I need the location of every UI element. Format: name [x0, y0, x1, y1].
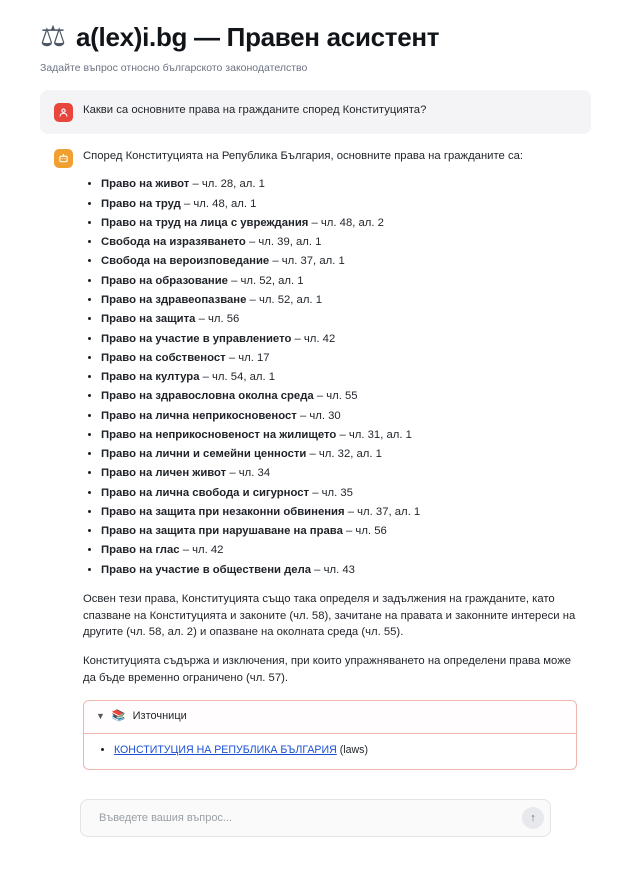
- sources-toggle[interactable]: [84, 701, 576, 734]
- list-item: • Право на лична свобода и сигурност – чл. 35: [101, 486, 577, 501]
- list-item: • Право на защита при нарушаване на права – чл. 56: [101, 524, 577, 539]
- list-item: • Свобода на вероизповедание – чл. 37, ал. 1: [101, 254, 577, 269]
- list-item: • Право на участие в управлението – чл. 42: [101, 332, 577, 347]
- list-item: • Право на неприкосновеност на жилището – чл. 31, ал. 1: [101, 428, 577, 443]
- header: [40, 0, 591, 74]
- assistant-message: [40, 148, 591, 770]
- chevron-down-icon[interactable]: ▼: [96, 710, 105, 721]
- list-item: • Право на здравеопазване – чл. 52, ал. 1: [101, 293, 577, 308]
- assistant-paragraph-2: Конституцията съдържа и изключения, при които упражняването на определени права може да бъде временно ограничено (чл. 57).: [83, 655, 572, 684]
- list-item: • Право на собственост – чл. 17: [101, 351, 577, 366]
- assistant-paragraph-1: Освен тези права, Конституцията също така определя и задължения на гражданите, като спазване на Конституцията и законите (чл. 58), зачитане на правата и законните интереси на другите (чл. 58, ал. 2) и опазване на околната среда (чл. 55).: [83, 593, 576, 639]
- conversation: [40, 90, 591, 770]
- list-item: • Право на лични и семейни ценности – чл. 32, ал. 1: [101, 447, 577, 462]
- list-item: • Право на образование – чл. 52, ал. 1: [101, 274, 577, 289]
- list-item: • Право на защита при незаконни обвинения – чл. 37, ал. 1: [101, 505, 577, 520]
- user-avatar-icon: [54, 103, 73, 122]
- user-message: [40, 90, 591, 134]
- list-item: • Право на култура – чл. 54, ал. 1: [101, 370, 577, 385]
- assistant-message-body: [83, 148, 577, 770]
- sources-label: Източници: [132, 710, 187, 723]
- user-message-text: Какви са основните права на гражданите според Конституцията?: [83, 104, 427, 116]
- list-item: • Право на личен живот – чл. 34: [101, 466, 577, 481]
- page-subtitle: Задайте въпрос относно българското законодателство: [40, 62, 308, 74]
- page-title: a(lex)i.bg — Правен асистент: [76, 22, 440, 52]
- title-row: [40, 22, 591, 53]
- list-item: [114, 743, 564, 758]
- list-item: • Право на защита – чл. 56: [101, 312, 577, 327]
- composer[interactable]: [80, 799, 551, 837]
- assistant-intro: Според Конституцията на Република България, основните права на гражданите са:: [83, 150, 524, 162]
- source-kind: (laws): [339, 744, 368, 757]
- scales-of-justice-icon: ⚖: [40, 21, 66, 53]
- assistant-avatar-icon: [54, 149, 73, 168]
- list-item: • Право на лична неприкосновеност – чл. 30: [101, 409, 577, 424]
- list-item: • Право на труд – чл. 48, ал. 1: [101, 197, 577, 212]
- question-input[interactable]: [97, 811, 522, 825]
- sources-panel: [83, 700, 577, 770]
- list-item: • Право на живот – чл. 28, ал. 1: [101, 177, 577, 192]
- list-item: • Свобода на изразяването – чл. 39, ал. 1: [101, 235, 577, 250]
- list-item: • Право на труд на лица с увреждания – чл. 48, ал. 2: [101, 216, 577, 231]
- source-link[interactable]: КОНСТИТУЦИЯ НА РЕПУБЛИКА БЪЛГАРИЯ: [114, 744, 337, 757]
- list-item: • Право на глас – чл. 42: [101, 543, 577, 558]
- list-item: • Право на здравословна околна среда – чл. 55: [101, 389, 577, 404]
- send-button[interactable]: [522, 807, 544, 829]
- books-icon: 📚: [111, 710, 126, 723]
- list-item: • Право на участие в обществени дела – чл. 43: [101, 563, 577, 578]
- rights-list: [83, 177, 577, 577]
- sources-list: [84, 734, 576, 769]
- arrow-up-icon: ↑: [530, 812, 536, 824]
